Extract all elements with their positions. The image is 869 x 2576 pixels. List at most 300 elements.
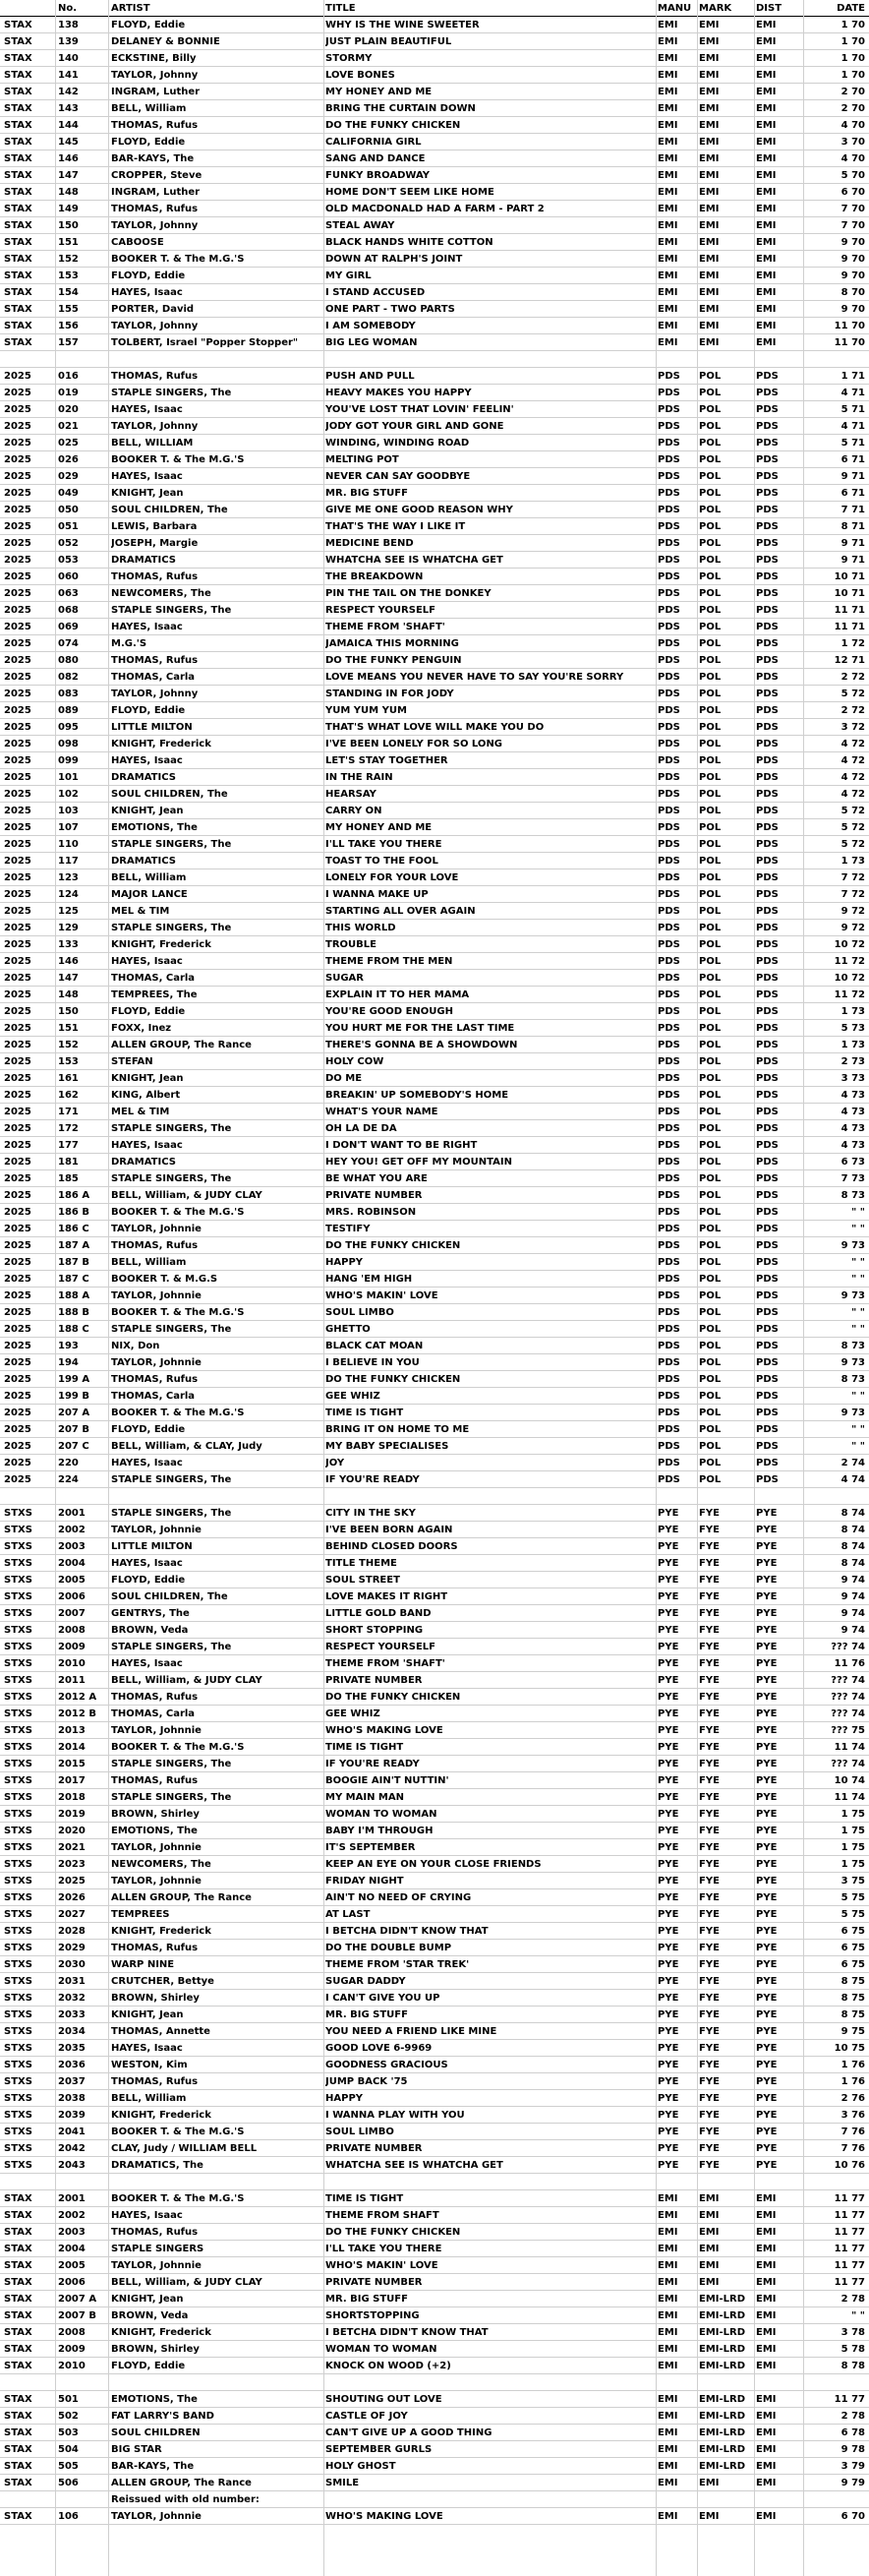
- manufacturer-cell: PDS: [658, 1257, 680, 1268]
- artist-cell: BROWN, Shirley: [111, 2344, 200, 2355]
- date-cell: 4 72: [840, 755, 865, 766]
- table-row: [0, 2023, 869, 2040]
- artist-cell: STAPLE SINGERS, The: [111, 1508, 232, 1519]
- manufacturer-cell: PDS: [658, 739, 680, 749]
- mark-cell: POL: [699, 1307, 722, 1318]
- mark-cell: POL: [699, 822, 722, 833]
- distributor-cell: EMI: [756, 2511, 777, 2522]
- title-cell: SUGAR DADDY: [325, 1976, 406, 1987]
- manufacturer-cell: EMI: [658, 2244, 678, 2254]
- table-row: [0, 2475, 869, 2491]
- title-cell: I DON'T WANT TO BE RIGHT: [325, 1140, 478, 1151]
- manufacturer-cell: PDS: [658, 1157, 680, 1168]
- date-cell: 6 71: [840, 488, 865, 499]
- distributor-cell: PDS: [756, 822, 779, 833]
- catalog-no-cell: 2009: [58, 2344, 86, 2355]
- label-cell: 2025: [4, 822, 31, 833]
- label-cell: 2025: [4, 1157, 31, 1168]
- manufacturer-cell: PYE: [658, 1675, 679, 1686]
- date-cell: 6 70: [840, 2511, 865, 2522]
- mark-cell: POL: [699, 705, 722, 716]
- catalog-no-cell: 2001: [58, 2193, 86, 2204]
- table-row: [0, 853, 869, 869]
- artist-cell: DELANEY & BONNIE: [111, 36, 220, 47]
- catalog-no-cell: 207 A: [58, 1408, 90, 1418]
- label-cell: STXS: [4, 1792, 32, 1803]
- date-cell: 5 71: [840, 404, 865, 415]
- distributor-cell: EMI: [756, 2444, 777, 2455]
- distributor-cell: EMI: [756, 87, 777, 97]
- artist-cell: BELL, William, & JUDY CLAY: [111, 1190, 262, 1201]
- date-cell: 8 74: [840, 1558, 865, 1569]
- manufacturer-cell: PDS: [658, 521, 680, 532]
- distributor-cell: PDS: [756, 923, 779, 933]
- label-cell: STXS: [4, 2093, 32, 2104]
- date-cell: 9 70: [840, 304, 865, 315]
- date-cell: 9 74: [840, 1625, 865, 1636]
- manufacturer-cell: PDS: [658, 839, 680, 850]
- mark-cell: POL: [699, 889, 722, 900]
- column-header-row: [0, 0, 869, 17]
- catalog-no-cell: 154: [58, 287, 79, 298]
- artist-cell: STAPLE SINGERS, The: [111, 839, 232, 850]
- manufacturer-cell: PYE: [658, 1742, 679, 1753]
- table-row: [0, 100, 869, 117]
- distributor-cell: PYE: [756, 1591, 778, 1602]
- distributor-cell: EMI: [756, 2327, 777, 2338]
- date-cell: ??? 74: [831, 1692, 865, 1703]
- label-cell: 2025: [4, 404, 31, 415]
- distributor-cell: EMI: [756, 2193, 777, 2204]
- mark-cell: FYE: [699, 2060, 720, 2070]
- mark-cell: FYE: [699, 2076, 720, 2087]
- catalog-no-cell: 187 B: [58, 1257, 89, 1268]
- date-cell: " ": [851, 1324, 865, 1335]
- artist-cell: KNIGHT, Jean: [111, 488, 184, 499]
- artist-cell: TAYLOR, Johnnie: [111, 1525, 202, 1535]
- artist-cell: BOOKER T. & The M.G.'S: [111, 1742, 245, 1753]
- mark-cell: POL: [699, 789, 722, 800]
- label-cell: STXS: [4, 1525, 32, 1535]
- manufacturer-cell: EMI: [658, 2193, 678, 2204]
- artist-cell: TAYLOR, Johnnie: [111, 1876, 202, 1887]
- table-row: [0, 1672, 869, 1689]
- date-cell: 3 70: [840, 137, 865, 148]
- catalog-no-cell: 501: [58, 2394, 79, 2405]
- date-cell: 9 74: [840, 1575, 865, 1586]
- date-cell: 5 75: [840, 1909, 865, 1920]
- artist-cell: STAPLE SINGERS, The: [111, 1642, 232, 1652]
- catalog-no-cell: 145: [58, 137, 79, 148]
- date-cell: 3 73: [840, 1073, 865, 1084]
- manufacturer-cell: PYE: [658, 2043, 679, 2054]
- catalog-no-cell: 152: [58, 1040, 79, 1050]
- manufacturer-cell: PDS: [658, 1374, 680, 1385]
- mark-cell: FYE: [699, 1892, 720, 1903]
- artist-cell: BOOKER T. & The M.G.'S: [111, 1408, 245, 1418]
- column-gridline: [803, 0, 804, 2576]
- table-row: [0, 2073, 869, 2090]
- title-cell: MY HONEY AND ME: [325, 87, 433, 97]
- catalog-no-cell: 2034: [58, 2026, 86, 2037]
- date-cell: 9 70: [840, 270, 865, 281]
- title-cell: THIS WORLD: [325, 923, 396, 933]
- title-cell: WHAT'S YOUR NAME: [325, 1107, 438, 1117]
- distributor-cell: PYE: [756, 1993, 778, 2004]
- artist-cell: BOOKER T. & The M.G.'S: [111, 2127, 245, 2137]
- mark-cell: POL: [699, 872, 722, 883]
- distributor-cell: PYE: [756, 1575, 778, 1586]
- artist-cell: STAPLE SINGERS, The: [111, 388, 232, 398]
- date-cell: 1 75: [840, 1826, 865, 1836]
- table-row: [0, 1940, 869, 1956]
- title-cell: STEAL AWAY: [325, 220, 395, 231]
- distributor-cell: PDS: [756, 1056, 779, 1067]
- distributor-cell: EMI: [756, 120, 777, 131]
- artist-cell: STAPLE SINGERS: [111, 2244, 204, 2254]
- table-row: [0, 1806, 869, 1823]
- distributor-cell: PDS: [756, 889, 779, 900]
- table-row: [0, 1823, 869, 1839]
- title-cell: I CAN'T GIVE YOU UP: [325, 1993, 440, 2004]
- mark-cell: EMI: [699, 2227, 720, 2238]
- table-row: [0, 1254, 869, 1271]
- label-cell: 2025: [4, 1190, 31, 1201]
- mark-cell: FYE: [699, 2160, 720, 2171]
- date-cell: 9 71: [840, 555, 865, 566]
- table-row: [0, 2140, 869, 2157]
- table-row: [0, 1020, 869, 1037]
- label-cell: 2025: [4, 672, 31, 683]
- distributor-cell: PYE: [756, 2160, 778, 2171]
- distributor-cell: PYE: [756, 1959, 778, 1970]
- distributor-cell: PDS: [756, 789, 779, 800]
- artist-cell: HAYES, Isaac: [111, 1458, 183, 1468]
- mark-cell: POL: [699, 906, 722, 917]
- manufacturer-cell: PDS: [658, 1408, 680, 1418]
- date-cell: 8 74: [840, 1508, 865, 1519]
- manufacturer-cell: EMI: [658, 70, 678, 81]
- manufacturer-cell: PDS: [658, 438, 680, 449]
- label-cell: 2025: [4, 973, 31, 984]
- manufacturer-cell: PYE: [658, 1993, 679, 2004]
- table-row: [0, 2324, 869, 2341]
- date-cell: ??? 74: [831, 1642, 865, 1652]
- manufacturer-cell: PYE: [658, 1558, 679, 1569]
- table-row: [0, 17, 869, 33]
- catalog-no-cell: 503: [58, 2427, 79, 2438]
- table-row: [0, 819, 869, 836]
- manufacturer-cell: PYE: [658, 1842, 679, 1853]
- catalog-no-cell: 181: [58, 1157, 79, 1168]
- artist-cell: THOMAS, Rufus: [111, 2076, 199, 2087]
- distributor-cell: PDS: [756, 806, 779, 816]
- manufacturer-cell: EMI: [658, 2210, 678, 2221]
- title-cell: JUMP BACK '75: [325, 2076, 408, 2087]
- catalog-no-cell: 2020: [58, 1826, 86, 1836]
- catalog-no-cell: 144: [58, 120, 79, 131]
- title-cell: AT LAST: [325, 1909, 371, 1920]
- artist-cell: KNIGHT, Jean: [111, 2294, 184, 2305]
- artist-cell: CRUTCHER, Bettye: [111, 1976, 214, 1987]
- artist-cell: NEWCOMERS, The: [111, 588, 211, 599]
- label-cell: 2025: [4, 1290, 31, 1301]
- label-cell: 2025: [4, 939, 31, 950]
- distributor-cell: EMI: [756, 2461, 777, 2472]
- title-cell: KEEP AN EYE ON YOUR CLOSE FRIENDS: [325, 1859, 542, 1870]
- table-row: [0, 2274, 869, 2291]
- date-cell: 2 72: [840, 672, 865, 683]
- label-cell: STAX: [4, 120, 32, 131]
- title-cell: STORMY: [325, 53, 373, 64]
- table-row: [0, 84, 869, 100]
- date-cell: 4 73: [840, 1123, 865, 1134]
- table-row: [0, 1622, 869, 1639]
- label-cell: 2025: [4, 755, 31, 766]
- date-cell: 10 71: [834, 588, 865, 599]
- catalog-no-cell: 146: [58, 956, 79, 967]
- manufacturer-cell: PDS: [658, 1324, 680, 1335]
- catalog-no-cell: 2004: [58, 1558, 86, 1569]
- mark-cell: EMI: [699, 270, 720, 281]
- catalog-no-cell: 095: [58, 722, 79, 733]
- artist-cell: FLOYD, Eddie: [111, 270, 186, 281]
- table-row: [0, 2291, 869, 2307]
- distributor-cell: PDS: [756, 705, 779, 716]
- date-cell: 8 74: [840, 1541, 865, 1552]
- distributor-cell: PDS: [756, 488, 779, 499]
- mark-cell: POL: [699, 1458, 722, 1468]
- date-cell: 11 77: [834, 2210, 865, 2221]
- label-cell: STAX: [4, 2227, 32, 2238]
- title-cell: OLD MACDONALD HAD A FARM - PART 2: [325, 204, 545, 214]
- mark-cell: FYE: [699, 1909, 720, 1920]
- mark-cell: POL: [699, 973, 722, 984]
- title-cell: RESPECT YOURSELF: [325, 1642, 435, 1652]
- distributor-cell: PYE: [756, 1742, 778, 1753]
- date-cell: 1 76: [840, 2060, 865, 2070]
- catalog-no-cell: 2043: [58, 2160, 86, 2171]
- label-cell: 2025: [4, 555, 31, 566]
- mark-cell: FYE: [699, 1525, 720, 1535]
- distributor-cell: EMI: [756, 321, 777, 331]
- date-cell: 5 72: [840, 822, 865, 833]
- title-cell: JUST PLAIN BEAUTIFUL: [325, 36, 452, 47]
- table-row: [0, 1338, 869, 1354]
- manufacturer-cell: PYE: [658, 1826, 679, 1836]
- distributor-cell: EMI: [756, 2310, 777, 2321]
- manufacturer-cell: PYE: [658, 2076, 679, 2087]
- date-cell: 10 74: [834, 1775, 865, 1786]
- artist-cell: BROWN, Shirley: [111, 1809, 200, 1820]
- date-cell: 9 73: [840, 1408, 865, 1418]
- date-cell: 1 70: [840, 36, 865, 47]
- catalog-no-cell: 2008: [58, 2327, 86, 2338]
- manufacturer-cell: PYE: [658, 1943, 679, 1953]
- mark-cell: FYE: [699, 1842, 720, 1853]
- artist-cell: CROPPER, Steve: [111, 170, 203, 181]
- title-cell: DO THE FUNKY CHICKEN: [325, 1692, 461, 1703]
- manufacturer-cell: PDS: [658, 1424, 680, 1435]
- column-gridline: [323, 0, 324, 2576]
- distributor-cell: PYE: [756, 1842, 778, 1853]
- title-cell: MY GIRL: [325, 270, 372, 281]
- label-cell: STAX: [4, 287, 32, 298]
- mark-cell: FYE: [699, 1591, 720, 1602]
- distributor-cell: EMI: [756, 2260, 777, 2271]
- mark-cell: EMI-LRD: [699, 2427, 746, 2438]
- manufacturer-cell: EMI: [658, 204, 678, 214]
- manufacturer-cell: PDS: [658, 1190, 680, 1201]
- manufacturer-cell: PDS: [658, 806, 680, 816]
- manufacturer-cell: PDS: [658, 772, 680, 783]
- table-row: [0, 936, 869, 953]
- manufacturer-cell: PYE: [658, 2160, 679, 2171]
- date-cell: " ": [851, 1207, 865, 1218]
- table-row: [0, 1271, 869, 1288]
- distributor-cell: PDS: [756, 1240, 779, 1251]
- table-row: [0, 1053, 869, 1070]
- distributor-cell: PDS: [756, 605, 779, 616]
- distributor-cell: PDS: [756, 1157, 779, 1168]
- manufacturer-cell: PYE: [658, 1759, 679, 1769]
- table-row: [0, 1555, 869, 1572]
- distributor-cell: PYE: [756, 1658, 778, 1669]
- date-cell: 1 73: [840, 1040, 865, 1050]
- distributor-cell: PDS: [756, 1023, 779, 1034]
- catalog-no-cell: 155: [58, 304, 79, 315]
- label-cell: STXS: [4, 2009, 32, 2020]
- catalog-no-cell: 019: [58, 388, 79, 398]
- catalog-no-cell: 110: [58, 839, 79, 850]
- artist-cell: ALLEN GROUP, The Rance: [111, 1892, 252, 1903]
- title-cell: GOODNESS GRACIOUS: [325, 2060, 448, 2070]
- title-cell: WHO'S MAKING LOVE: [325, 1725, 443, 1736]
- distributor-cell: PDS: [756, 1391, 779, 1402]
- catalog-no-cell: 139: [58, 36, 79, 47]
- artist-cell: HAYES, Isaac: [111, 1140, 183, 1151]
- label-cell: STAX: [4, 2411, 32, 2422]
- mark-cell: EMI-LRD: [699, 2461, 746, 2472]
- mark-cell: POL: [699, 1040, 722, 1050]
- mark-cell: EMI: [699, 137, 720, 148]
- catalog-no-cell: 194: [58, 1357, 79, 1368]
- table-row: [0, 1772, 869, 1789]
- catalog-no-cell: 153: [58, 1056, 79, 1067]
- manufacturer-cell: PDS: [658, 1391, 680, 1402]
- manufacturer-cell: PDS: [658, 1474, 680, 1485]
- date-cell: 11 74: [834, 1742, 865, 1753]
- date-cell: 11 70: [834, 321, 865, 331]
- catalog-no-cell: 161: [58, 1073, 79, 1084]
- title-cell: THEME FROM THE MEN: [325, 956, 453, 967]
- catalog-no-cell: 2009: [58, 1642, 86, 1652]
- catalog-no-cell: 149: [58, 204, 79, 214]
- catalog-no-cell: 151: [58, 237, 79, 248]
- title-cell: HAPPY: [325, 2093, 364, 2104]
- catalog-no-cell: 052: [58, 538, 79, 549]
- manufacturer-cell: PDS: [658, 1240, 680, 1251]
- table-row: [0, 1003, 869, 1020]
- title-cell: IN THE RAIN: [325, 772, 393, 783]
- mark-cell: POL: [699, 1424, 722, 1435]
- mark-cell: EMI: [699, 87, 720, 97]
- manufacturer-cell: EMI: [658, 2344, 678, 2355]
- catalog-no-cell: 125: [58, 906, 79, 917]
- distributor-cell: PDS: [756, 956, 779, 967]
- label-cell: STAX: [4, 36, 32, 47]
- title-cell: IT'S SEPTEMBER: [325, 1842, 416, 1853]
- mark-cell: POL: [699, 371, 722, 382]
- manufacturer-cell: PDS: [658, 371, 680, 382]
- date-cell: 9 75: [840, 2026, 865, 2037]
- catalog-no-cell: 117: [58, 856, 79, 867]
- title-cell: SHORTSTOPPING: [325, 2310, 420, 2321]
- table-row: [0, 836, 869, 853]
- table-row: [0, 1070, 869, 1087]
- label-cell: STXS: [4, 1708, 32, 1719]
- title-cell: GEE WHIZ: [325, 1391, 380, 1402]
- table-row: [0, 502, 869, 518]
- title-cell: I'VE BEEN BORN AGAIN: [325, 1525, 453, 1535]
- manufacturer-cell: PDS: [658, 889, 680, 900]
- artist-cell: TAYLOR, Johnny: [111, 689, 199, 699]
- artist-cell: HAYES, Isaac: [111, 956, 183, 967]
- mark-cell: FYE: [699, 1759, 720, 1769]
- catalog-no-cell: 063: [58, 588, 79, 599]
- title-cell: HOLY COW: [325, 1056, 384, 1067]
- label-cell: STXS: [4, 1591, 32, 1602]
- catalog-no-cell: 102: [58, 789, 79, 800]
- label-cell: STAX: [4, 2244, 32, 2254]
- artist-cell: THOMAS, Carla: [111, 1708, 196, 1719]
- table-row: [0, 284, 869, 301]
- title-cell: SUGAR: [325, 973, 364, 984]
- date-cell: 10 76: [834, 2160, 865, 2171]
- label-cell: STXS: [4, 2026, 32, 2037]
- distributor-cell: PDS: [756, 538, 779, 549]
- mark-cell: EMI-LRD: [699, 2411, 746, 2422]
- date-cell: 3 75: [840, 1876, 865, 1887]
- artist-cell: LITTLE MILTON: [111, 722, 193, 733]
- artist-cell: WESTON, Kim: [111, 2060, 188, 2070]
- title-cell: DOWN AT RALPH'S JOINT: [325, 254, 463, 265]
- title-cell: DO THE FUNKY CHICKEN: [325, 2227, 461, 2238]
- mark-cell: POL: [699, 605, 722, 616]
- artist-cell: HAYES, Isaac: [111, 471, 183, 482]
- table-row: [0, 2458, 869, 2475]
- table-row: [0, 2491, 869, 2508]
- table-row: [0, 268, 869, 284]
- table-row: [0, 702, 869, 719]
- catalog-no-cell: 148: [58, 187, 79, 198]
- date-cell: " ": [851, 1441, 865, 1452]
- label-cell: 2025: [4, 839, 31, 850]
- date-cell: 8 74: [840, 1525, 865, 1535]
- mark-cell: FYE: [699, 2043, 720, 2054]
- label-cell: 2025: [4, 1240, 31, 1251]
- date-cell: 9 79: [840, 2478, 865, 2488]
- catalog-no-cell: 2010: [58, 2361, 86, 2371]
- distributor-cell: PDS: [756, 872, 779, 883]
- manufacturer-cell: PDS: [658, 973, 680, 984]
- artist-cell: TAYLOR, Johnnie: [111, 2260, 202, 2271]
- mark-cell: EMI: [699, 220, 720, 231]
- title-cell: BE WHAT YOU ARE: [325, 1173, 428, 1184]
- table-row: [0, 2207, 869, 2224]
- manufacturer-cell: EMI: [658, 254, 678, 265]
- mark-cell: EMI-LRD: [699, 2310, 746, 2321]
